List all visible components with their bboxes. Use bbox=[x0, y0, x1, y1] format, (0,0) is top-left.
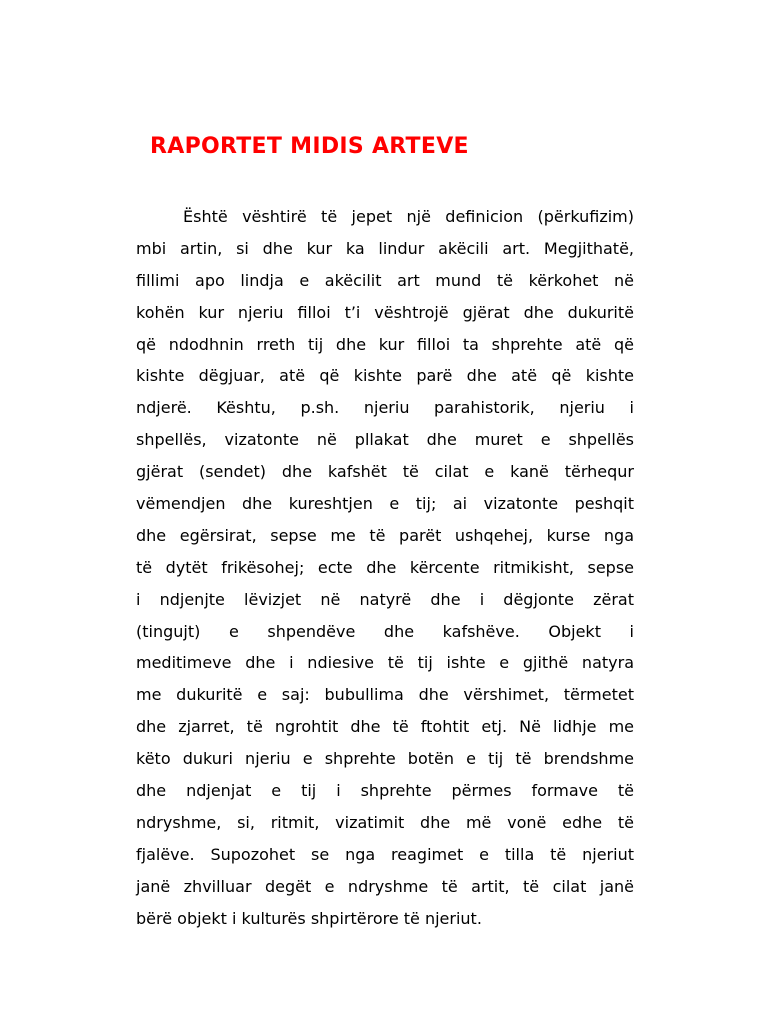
paragraph-line: meditimeve dhe i ndiesive të tij ishte e gjithë natyra bbox=[136, 653, 634, 673]
paragraph-line: me dukuritë e saj: bubullima dhe vërshimet, tërmetet bbox=[136, 685, 634, 705]
paragraph-line: kohën kur njeriu filloi t’i vështrojë gjërat dhe dukuritë bbox=[136, 302, 634, 322]
paragraph-line: këto dukuri njeriu e shprehte botën e tij të brendshme bbox=[136, 749, 634, 769]
paragraph-line: bërë objekt i kulturës shpirtërore të njeriut. bbox=[136, 908, 482, 928]
paragraph-line: vëmendjen dhe kureshtjen e tij; ai vizatonte peshqit bbox=[136, 494, 634, 514]
paragraph-line: që ndodhnin rreth tij dhe kur filloi ta shprehte atë që bbox=[136, 334, 634, 354]
paragraph-line: shpellës, vizatonte në pllakat dhe muret e shpellës bbox=[136, 430, 634, 450]
paragraph-line: gjërat (sendet) dhe kafshët të cilat e kanë tërhequr bbox=[136, 462, 634, 482]
body-paragraph bbox=[136, 201, 634, 934]
paragraph-line: ndjerë. Kështu, p.sh. njeriu parahistorik, njeriu i bbox=[136, 398, 634, 418]
paragraph-line: fjalëve. Supozohet se nga reagimet e tilla të njeriut bbox=[136, 844, 634, 864]
paragraph-line: janë zhvilluar degët e ndryshme të artit, të cilat janë bbox=[136, 876, 634, 896]
paragraph-line: Është vështirë të jepet një definicion (përkufizim) bbox=[183, 207, 634, 226]
paragraph-line: dhe egërsirat, sepse me të parët ushqehej, kurse nga bbox=[136, 525, 634, 545]
paragraph-line: mbi artin, si dhe kur ka lindur akëcili art. Megjithatë, bbox=[136, 238, 634, 258]
paragraph-line: (tingujt) e shpendëve dhe kafshëve. Objekt i bbox=[136, 621, 634, 641]
paragraph-line: ndryshme, si, ritmit, vizatimit dhe më vonë edhe të bbox=[136, 812, 634, 832]
paragraph-line: kishte dëgjuar, atë që kishte parë dhe atë që kishte bbox=[136, 366, 634, 386]
paragraph-line: i ndjenjte lëvizjet në natyrë dhe i dëgjonte zërat bbox=[136, 589, 634, 609]
paragraph-line: fillimi apo lindja e akëcilit art mund të kërkohet në bbox=[136, 270, 634, 290]
document-title: RAPORTET MIDIS ARTEVE bbox=[150, 134, 469, 159]
paragraph-line: dhe zjarret, të ngrohtit dhe të ftohtit etj. Në lidhje me bbox=[136, 717, 634, 737]
paragraph-line: të dytët frikësohej; ecte dhe kërcente ritmikisht, sepse bbox=[136, 557, 634, 577]
paragraph-line: dhe ndjenjat e tij i shprehte përmes formave të bbox=[136, 781, 634, 801]
